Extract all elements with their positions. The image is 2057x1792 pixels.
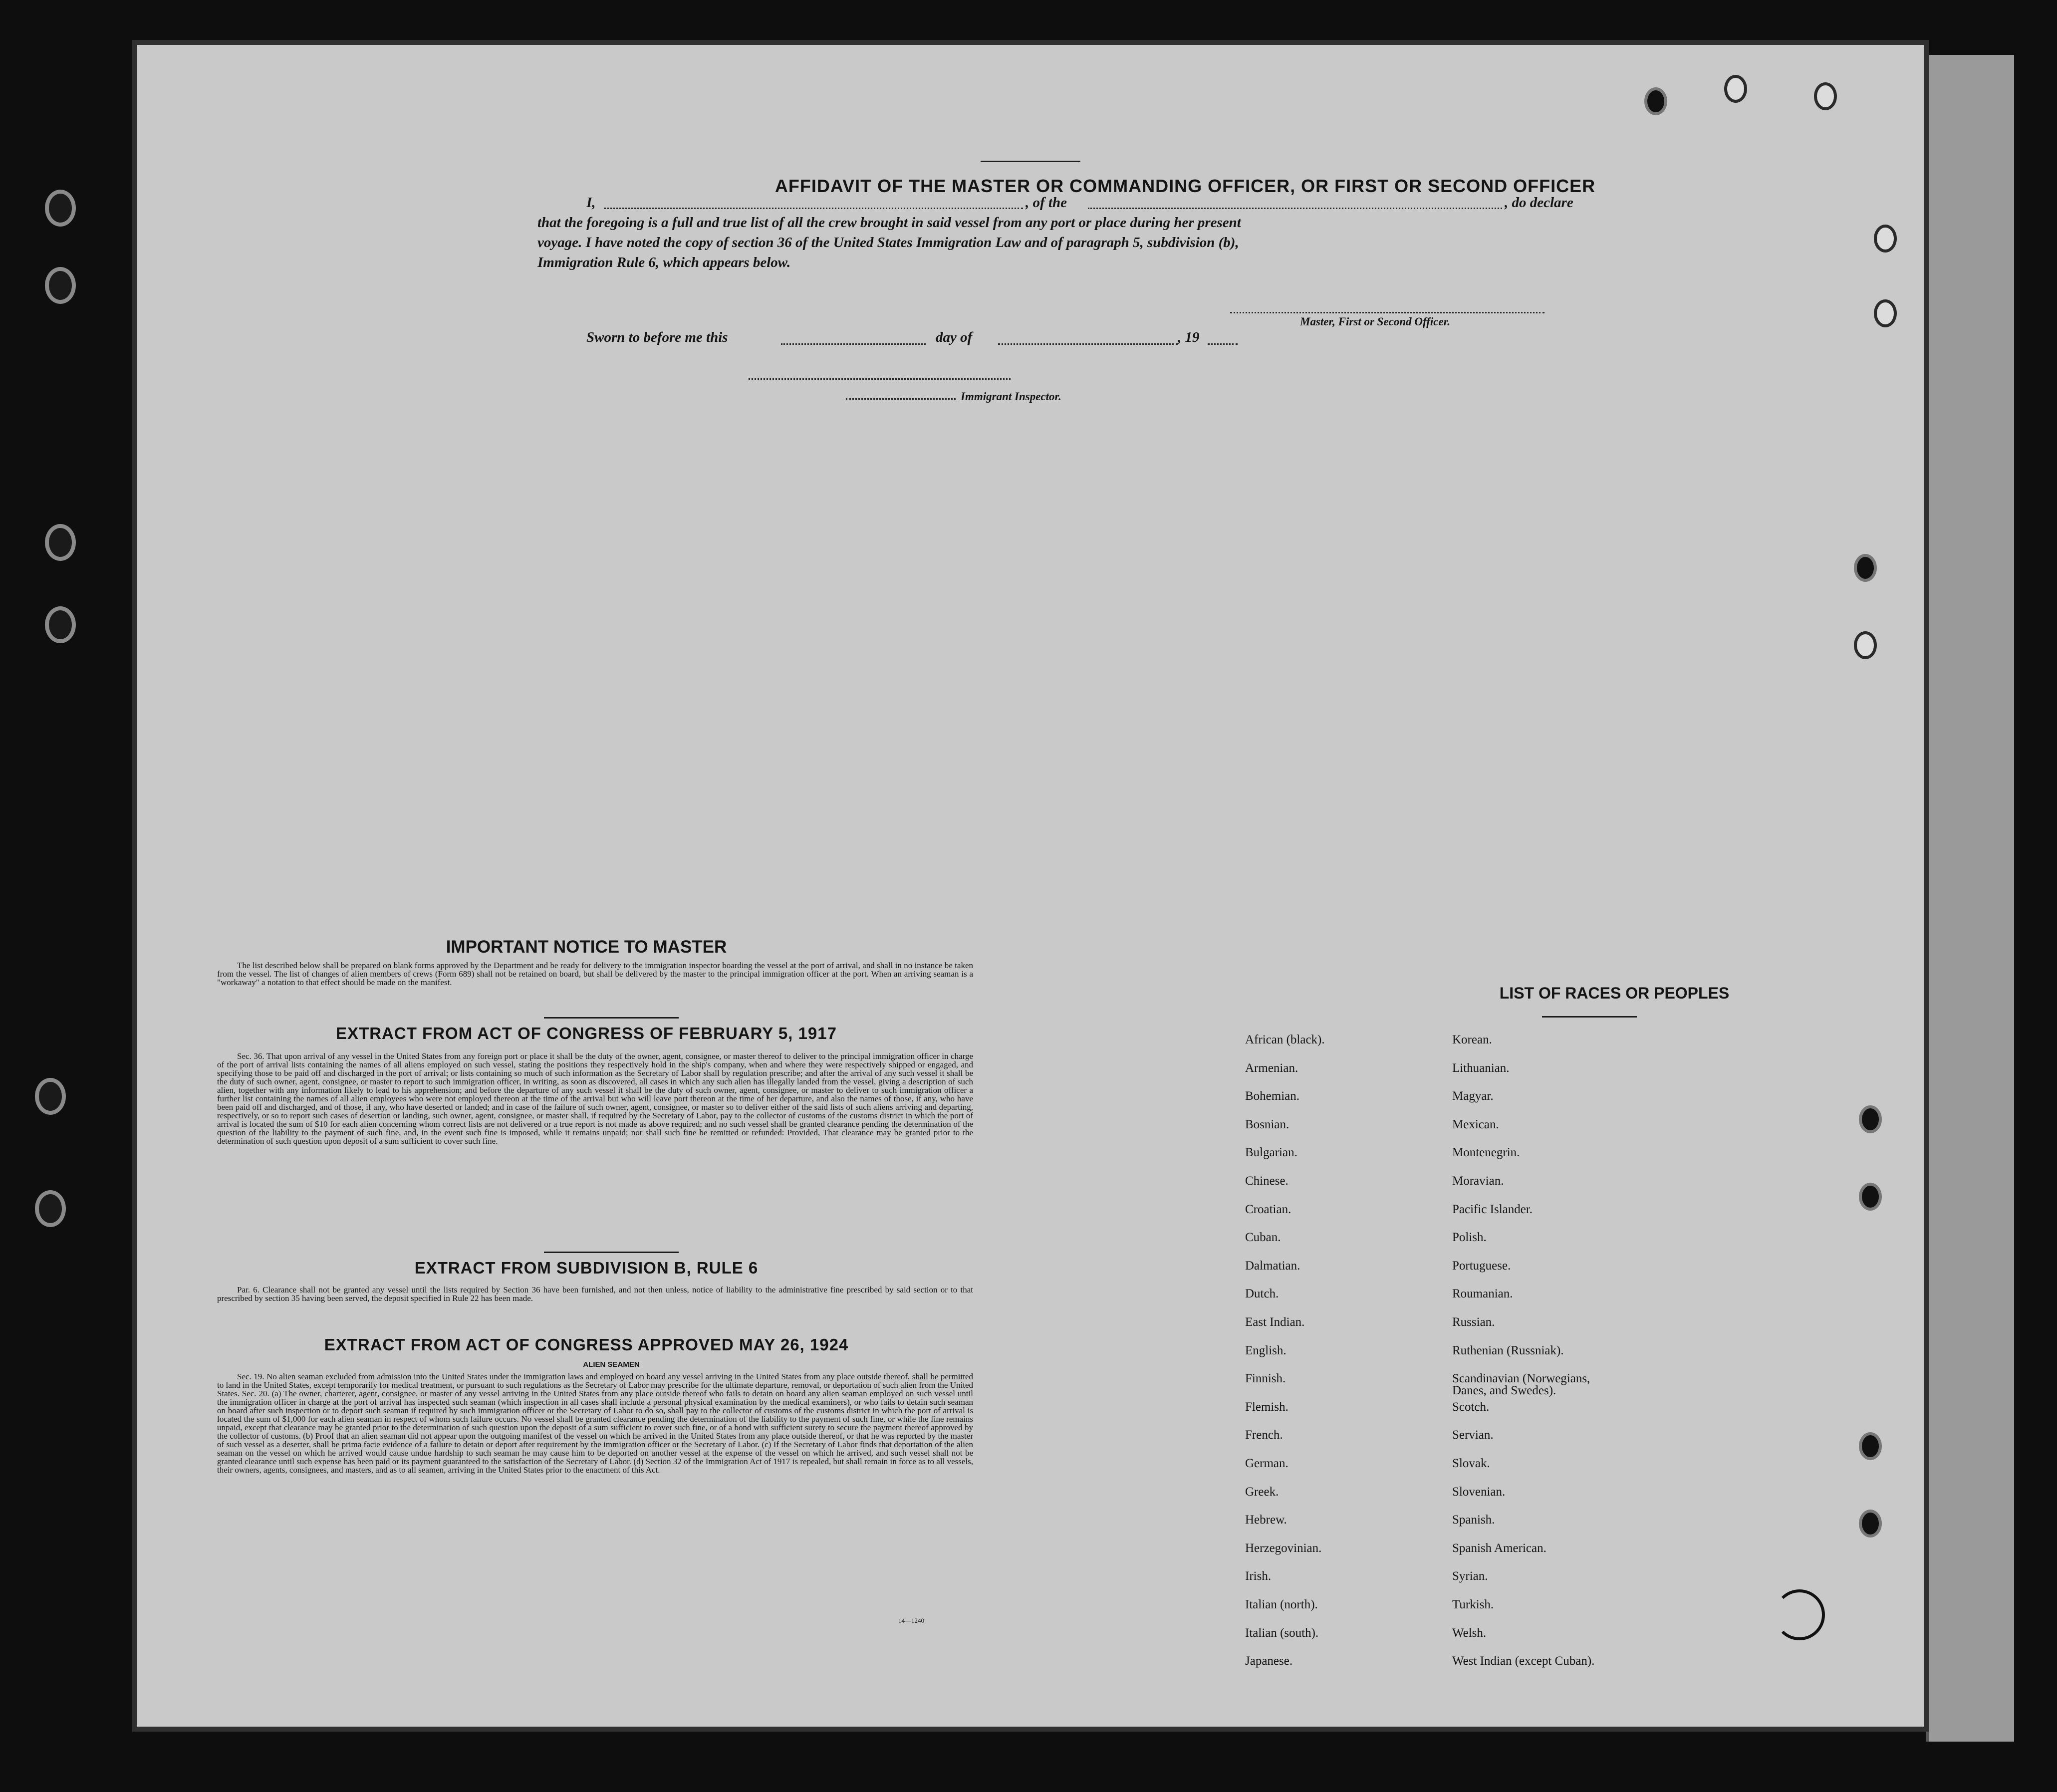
declaration-i-label: I, (586, 195, 596, 211)
race-item-left: Bulgarian. (1245, 1146, 1297, 1160)
day-of-label: day of (936, 329, 973, 345)
race-item-left: Croatian. (1245, 1202, 1291, 1216)
race-item-left: Italian (north). (1245, 1598, 1318, 1611)
extract-1924-title: EXTRACT FROM ACT OF CONGRESS APPROVED MAY 26, 1924 (324, 1335, 849, 1354)
race-item-right: Ruthenian (Russniak). (1452, 1343, 1564, 1357)
race-item-right: Turkish. (1452, 1598, 1494, 1611)
race-item-left: Japanese. (1245, 1654, 1293, 1668)
race-item-left: Finnish. (1245, 1372, 1286, 1386)
race-item-right: Mexican. (1452, 1117, 1499, 1131)
race-item-right: Servian. (1452, 1428, 1494, 1442)
race-item-right: Syrian. (1452, 1569, 1488, 1583)
races-title: LIST OF RACES OR PEOPLES (1499, 984, 1730, 1002)
race-item-right: Polish. (1452, 1231, 1487, 1245)
race-item-right: West Indian (except Cuban). (1452, 1654, 1595, 1668)
master-signature-label: Master, First or Second Officer. (1300, 315, 1451, 328)
name-blank[interactable] (604, 208, 1023, 209)
race-item-left: Bohemian. (1245, 1089, 1300, 1103)
extract-rule6-title: EXTRACT FROM SUBDIVISION B, RULE 6 (414, 1259, 759, 1277)
declaration-do-declare-label: , do declare (1505, 195, 1573, 211)
declaration-line-3: voyage. I have noted the copy of section 36 of the United States Immigration Law and of paragraph 5, subdivision (b), (537, 235, 1239, 251)
race-item-right: Scandinavian (Norwegians, Danes, and Swedes). (1452, 1372, 1590, 1398)
race-item-right: Korean. (1452, 1033, 1492, 1046)
vessel-blank[interactable] (1088, 208, 1502, 209)
sworn-month-blank[interactable] (998, 343, 1178, 345)
affidavit-title: AFFIDAVIT OF THE MASTER OR COMMANDING OFFICER, OR FIRST OR SECOND OFFICER (774, 176, 1596, 196)
race-item-right: Lithuanian. (1452, 1061, 1510, 1075)
handwritten-mark (1774, 1589, 1825, 1640)
binder-hole (35, 1078, 66, 1115)
binder-hole (45, 606, 76, 643)
extract-1917-title: EXTRACT FROM ACT OF CONGRESS OF FEBRUARY 5, 1917 (336, 1024, 837, 1042)
race-item-right: Spanish American. (1452, 1541, 1546, 1555)
section-divider (544, 1017, 679, 1019)
sworn-day-blank[interactable] (781, 343, 926, 345)
section-divider (544, 1252, 679, 1253)
master-signature-line[interactable] (1230, 312, 1544, 313)
punch-hole (1859, 1105, 1882, 1133)
extract-rule6-text: Par. 6. Clearance shall not be granted any vessel until the lists required by Section 36 have been furnished, and not then unless, notice of liability to the administrative fine prescribed by said section or to that prescribed by section 35 having been served, the deposit specified in Rule 22 has been made. (217, 1285, 973, 1303)
form-number: 14—1240 (898, 1617, 924, 1624)
punch-hole (1874, 225, 1897, 253)
race-item-right: Scotch. (1452, 1400, 1490, 1414)
binder-hole (45, 524, 76, 561)
punch-hole (1859, 1432, 1882, 1460)
race-item-left: German. (1245, 1457, 1288, 1470)
races-title-underline (1542, 1016, 1637, 1018)
extract-1924-subtitle: ALIEN SEAMEN (583, 1360, 640, 1369)
inspector-label: Immigrant Inspector. (961, 390, 1061, 403)
inspector-signature-line-2 (846, 398, 956, 400)
binder-hole (35, 1190, 66, 1227)
race-item-right: Slovenian. (1452, 1485, 1506, 1499)
sworn-label: Sworn to before me this (586, 329, 728, 345)
punch-hole (1859, 1510, 1882, 1537)
race-item-left: African (black). (1245, 1033, 1325, 1046)
race-item-left: Armenian. (1245, 1061, 1298, 1075)
race-item-left: Irish. (1245, 1569, 1272, 1583)
race-item-right: Pacific Islander. (1452, 1202, 1533, 1216)
declaration-line-4: Immigration Rule 6, which appears below. (537, 255, 791, 270)
notice-text: The list described below shall be prepared on blank forms approved by the Department and be ready for delivery to the immigration inspector boarding the vessel at the port of arrival, and shall in no instance be taken from the vessel. The list of changes of alien members of crews (Form 689) shall not be retained on board, but shall be delivered by the master to the principal immigration officer at the port. When an arriving seaman is a "workaway" a notation to that effect should be made on the manifest. (217, 961, 973, 987)
punch-hole (1724, 75, 1747, 103)
race-item-left: Italian (south). (1245, 1626, 1319, 1640)
race-item-right: Slovak. (1452, 1457, 1490, 1470)
race-item-left: Dutch. (1245, 1287, 1279, 1301)
race-item-left: Dalmatian. (1245, 1259, 1300, 1273)
punch-hole (1854, 554, 1877, 582)
race-item-left: Bosnian. (1245, 1117, 1289, 1131)
manifest-page (137, 45, 1924, 1727)
year-label: , 19 (1178, 329, 1200, 345)
race-item-right: Portuguese. (1452, 1259, 1511, 1273)
race-item-right: Magyar. (1452, 1089, 1494, 1103)
notice-title: IMPORTANT NOTICE TO MASTER (446, 937, 727, 957)
punch-hole (1859, 1183, 1882, 1211)
race-item-left: Hebrew. (1245, 1513, 1287, 1527)
punch-hole (1814, 82, 1837, 110)
race-item-left: Chinese. (1245, 1174, 1288, 1188)
race-item-left: Greek. (1245, 1485, 1279, 1499)
race-item-right: Moravian. (1452, 1174, 1504, 1188)
race-item-left: Herzegovinian. (1245, 1541, 1322, 1555)
title-underline (981, 161, 1080, 162)
race-item-left: East Indian. (1245, 1315, 1305, 1329)
race-item-left: English. (1245, 1343, 1286, 1357)
binder-hole (45, 267, 76, 304)
race-item-left: French. (1245, 1428, 1283, 1442)
underlying-page-edge (1926, 55, 2014, 1742)
declaration-of-the-label: , of the (1026, 195, 1067, 211)
year-blank[interactable] (1208, 343, 1238, 345)
race-item-left: Flemish. (1245, 1400, 1288, 1414)
race-item-left: Cuban. (1245, 1231, 1281, 1245)
race-item-right: Montenegrin. (1452, 1146, 1520, 1160)
punch-hole (1874, 299, 1897, 327)
race-item-right: Roumanian. (1452, 1287, 1513, 1301)
declaration-line-2: that the foregoing is a full and true list of all the crew brought in said vessel from any port or place during her present (537, 215, 1241, 231)
extract-1917-text: Sec. 36. That upon arrival of any vessel in the United States from any foreign port or place it shall be the duty of the owner, agent, consignee, or master thereof to deliver to the principal immigration officer in charge of the port of arrival lists containing the names of all aliens employed on such vessel, stating the positions they respectively hold in the ship's company, when and where they were respectively shipped or engaged, and specifying those to be paid off and discharged in the port of arrival; or lists containing so much of such information as the Secretary of Labor shall by regulation prescribe; and after the arrival of any such vessel it shall be the duty of such owner, agent, consignee, or master to report to such immigration officer, in writing, as soon as discovered, all cases in which any such alien has illegally landed from the vessel, giving a description of such alien, together with any information likely to lead to his apprehension; and before the departure of any such vessel it shall be the duty of such owner, agent, consignee, or master to deliver to such immigration officer a further list containing the names of all alien employees who were not employed thereon at the time of the arrival but who will leave port thereon at the time of her departure, and also the names of those, if any, who have been paid off and discharged, and of those, if any, who have deserted or landed; and in case of the failure of such owner, agent, consignee, or master so to deliver either of the said lists of such aliens arriving and departing, respectively, or so to report such cases of desertion or landing, such owner, agent, consignee, or master shall, if required by the Secretary of Labor, pay to the collector of customs of the customs district in which the port of arrival is located the sum of $10 for each alien concerning whom correct lists are not delivered or a true report is not made as above required; and no such vessel shall be granted clearance pending the determination of the question of the liability to the payment of such fine, and, in the event such fine is imposed, while it remains unpaid; nor shall such fine be remitted or refunded: Provided, That clearance may be granted prior to the determination of such question upon deposit of a sum sufficient to cover such fine. (217, 1051, 973, 1146)
punch-hole (1644, 87, 1667, 115)
extract-1924-text: Sec. 19. No alien seaman excluded from admission into the United States under the immigration laws and employed on board any vessel arriving in the United States from any place outside thereof, shall be permitted to land in the United States, except temporarily for medical treatment, or pursuant to such regulations as the Secretary of Labor may prescribe for the ultimate departure, removal, or deportation of such alien from the United States. Sec. 20. (a) The owner, charterer, agent, consignee, or master of any vessel arriving in the United States from any place outside thereof who fails to detain on board any alien seaman employed on such vessel until the immigration officer in charge at the port of arrival has inspected such seaman (which inspection in all cases shall include a personal physical examination by the medical examiners), or who fails to detain such seaman on board after such inspection or to deport such seaman if required by such immigration officer or the Secretary of Labor to do so, shall pay to the collector of customs of the customs district in which the port of arrival is located the sum of $1,000 for each alien seaman in respect of whom such failure occurs. No vessel shall be granted clearance pending the determination of the liability to the payment of such fine, or while the fine remains unpaid, except that clearance may be granted prior to the determination of such question upon the deposit of a sum sufficient to cover such fine, or of a bond with sufficient surety to secure the payment thereof approved by the collector of customs. (b) Proof that an alien seaman did not appear upon the outgoing manifest of the vessel on which he arrived in the United States from any place outside thereof, or that he was reported by the master of such vessel as a deserter, shall be prima facie evidence of a failure to detain or deport after requirement by the immigration officer or the Secretary of Labor. (c) If the Secretary of Labor finds that deportation of the alien seaman on the vessel on which he arrived would cause undue hardship to such seaman he may cause him to be deported on another vessel at the expense of the vessel on which he arrived, and such vessel shall not be granted clearance until such expense has been paid or its payment guaranteed to the satisfaction of the Secretary of Labor. (d) Section 32 of the Immigration Act of 1917 is repealed, but shall remain in force as to all vessels, their owners, agents, consignees, and masters, and as to all seamen, arriving in the United States prior to the enactment of this Act. (217, 1372, 973, 1475)
inspector-signature-line[interactable] (749, 378, 1011, 380)
race-item-right: Russian. (1452, 1315, 1495, 1329)
binder-hole (45, 190, 76, 227)
punch-hole (1854, 631, 1877, 659)
race-item-right: Welsh. (1452, 1626, 1487, 1640)
race-item-right: Spanish. (1452, 1513, 1495, 1527)
